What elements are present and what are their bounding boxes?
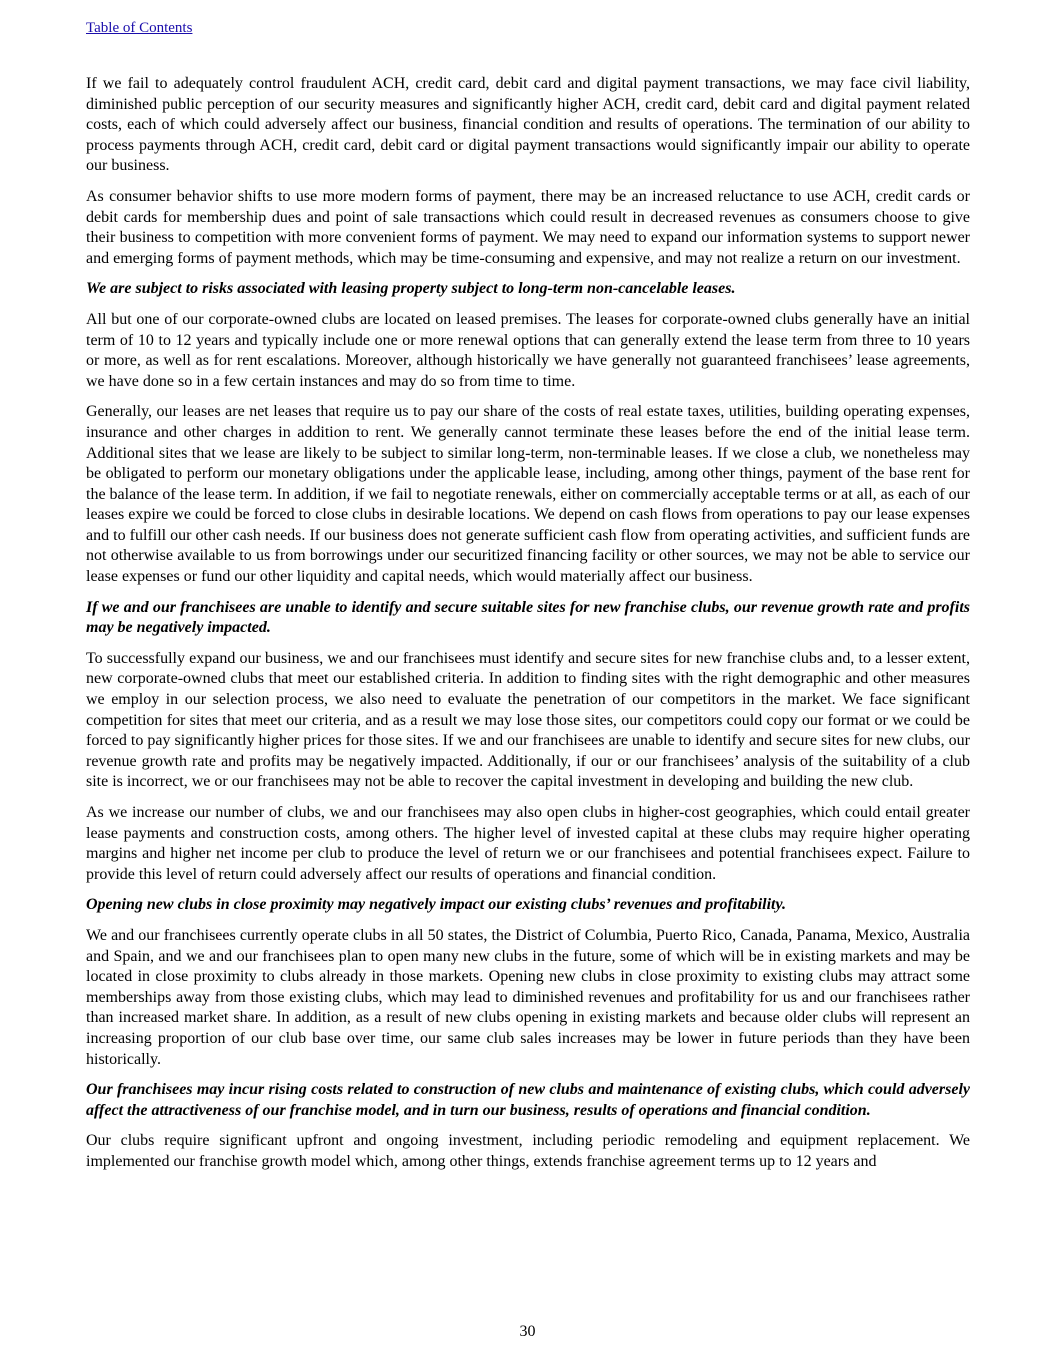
paragraph-club-proximity: We and our franchisees currently operate clubs in all 50 states, the District of Columbia, Puerto Rico, Canada, Panama, Mexico, Australia and Spain, and we and our franchisees plan to open many new clubs in the future, some of which will be in existing markets and may be located in close proximity to clubs already in those markets. Opening new clubs in close proximity to existing clubs may attract some memberships away from those existing clubs, which may lead to diminished revenues and profitability for us and our franchisees rather than increased market share. In addition, as a result of new clubs opening in existing markets and because older clubs will represent an increasing proportion of our club base over time, our same club sales increases may be lower in future periods than they have been historically. xyxy=(86,926,970,1068)
risk-heading-sites: If we and our franchisees are unable to identify and secure suitable sites for new franchise clubs, our revenue growth rate and profits may be negatively impacted. xyxy=(86,598,970,637)
paragraph-net-leases: Generally, our leases are net leases that require us to pay our share of the costs of real estate taxes, utilities, building operating expenses, insurance and other charges in addition to rent. We generally cannot terminate these leases before the end of the initial lease term. Additional sites that we lease are likely to be subject to similar long-term, non-terminable leases. If we close a club, we nonetheless may be obligated to perform our monetary obligations under the applicable lease, including, among other things, payment of the base rent for the balance of the lease term. In addition, if we fail to negotiate renewals, either on commercially acceptable terms or at all, as each of our leases expire we could be forced to close clubs in desirable locations. We depend on cash flows from operations to pay our lease expenses and to fulfill our other cash needs. If our business does not generate sufficient cash flow from operating activities, and sufficient funds are not otherwise available to us from borrowings under our securitized financing facility or other sources, we may not be able to service our lease expenses or fund our other liquidity and capital needs, which would materially affect our business. xyxy=(86,403,970,586)
paragraph-fraud-controls: If we fail to adequately control fraudulent ACH, credit card, debit card and digital payment transactions, we may face civil liability, diminished public perception of our security measures and significantly higher ACH, credit card, debit card and digital payment related costs, each of which could adversely affect our business, financial condition and results of operations. The termination of our ability to process payments through ACH, credit card, debit card or digital payment transactions would significantly impair our ability to operate our business. xyxy=(86,75,970,175)
paragraph-site-selection: To successfully expand our business, we and our franchisees must identify and secure sites for new franchise clubs and, to a lesser extent, new corporate-owned clubs that meet our established criteria. In addition to finding sites with the right demographic and other measures we employ in our selection process, we also need to evaluate the penetration of our competitors in the market. We face significant competition for sites that meet our criteria, and as a result we may lose those sites, our competitors could copy our format or we could be forced to pay significantly higher prices for those sites. If we and our franchisees are unable to identify and secure sites for new clubs, our revenue growth rate and profits may be negatively impacted. Additionally, if our or our franchisees’ analysis of the suitability of a club site is incorrect, we or our franchisees may not be able to recover the capital investment in developing and building the new club. xyxy=(86,649,970,791)
paragraph-higher-cost-geographies: As we increase our number of clubs, we and our franchisees may also open clubs in higher-cost geographies, which could entail greater lease payments and construction costs, among others. The higher level of invested capital at these clubs may require higher operating margins and higher net income per club to produce the level of return we or our franchisees and potential franchisees expect. Failure to provide this level of return could adversely affect our results of operations and financial condition. xyxy=(86,804,970,883)
risk-heading-construction-costs: Our franchisees may incur rising costs related to construction of new clubs and maintenance of existing clubs, which could adversely affect the attractiveness of our franchise model, and in turn our business, results of operations and financial condition. xyxy=(86,1081,970,1119)
risk-heading-leases: We are subject to risks associated with leasing property subject to long-term non-cancelable leases. xyxy=(86,280,736,298)
document-body xyxy=(86,74,970,1183)
page-number: 30 xyxy=(519,1323,536,1340)
table-of-contents-link[interactable]: Table of Contents xyxy=(86,20,193,36)
paragraph-leased-premises: All but one of our corporate-owned clubs are located on leased premises. The leases for corporate-owned clubs generally have an initial term of 10 to 12 years and typically include one or more renewal options that can generally extend the lease term from three to 10 years or more, as well as for rent escalations. Moreover, although historically we have generally not guaranteed franchisees’ lease agreements, we have done so in a few certain instances and may do so from time to time. xyxy=(86,310,970,390)
paragraph-upfront-investment: Our clubs require significant upfront and ongoing investment, including periodic remodeling and equipment replacement. We implemented our franchise growth model which, among other things, extends franchise agreement terms up to 12 years and xyxy=(86,1132,970,1170)
paragraph-payment-forms: As consumer behavior shifts to use more modern forms of payment, there may be an increased reluctance to use ACH, credit cards or debit cards for membership dues and point of sale transactions which could result in decreased revenues as consumers choose to give their business to competition with more convenient forms of payment. We may need to expand our information systems to support newer and emerging forms of payment methods, which may be time-consuming and expensive, and may not realize a return on our investment. xyxy=(86,187,970,267)
risk-heading-proximity: Opening new clubs in close proximity may negatively impact our existing clubs’ revenues and profitability. xyxy=(86,896,786,914)
